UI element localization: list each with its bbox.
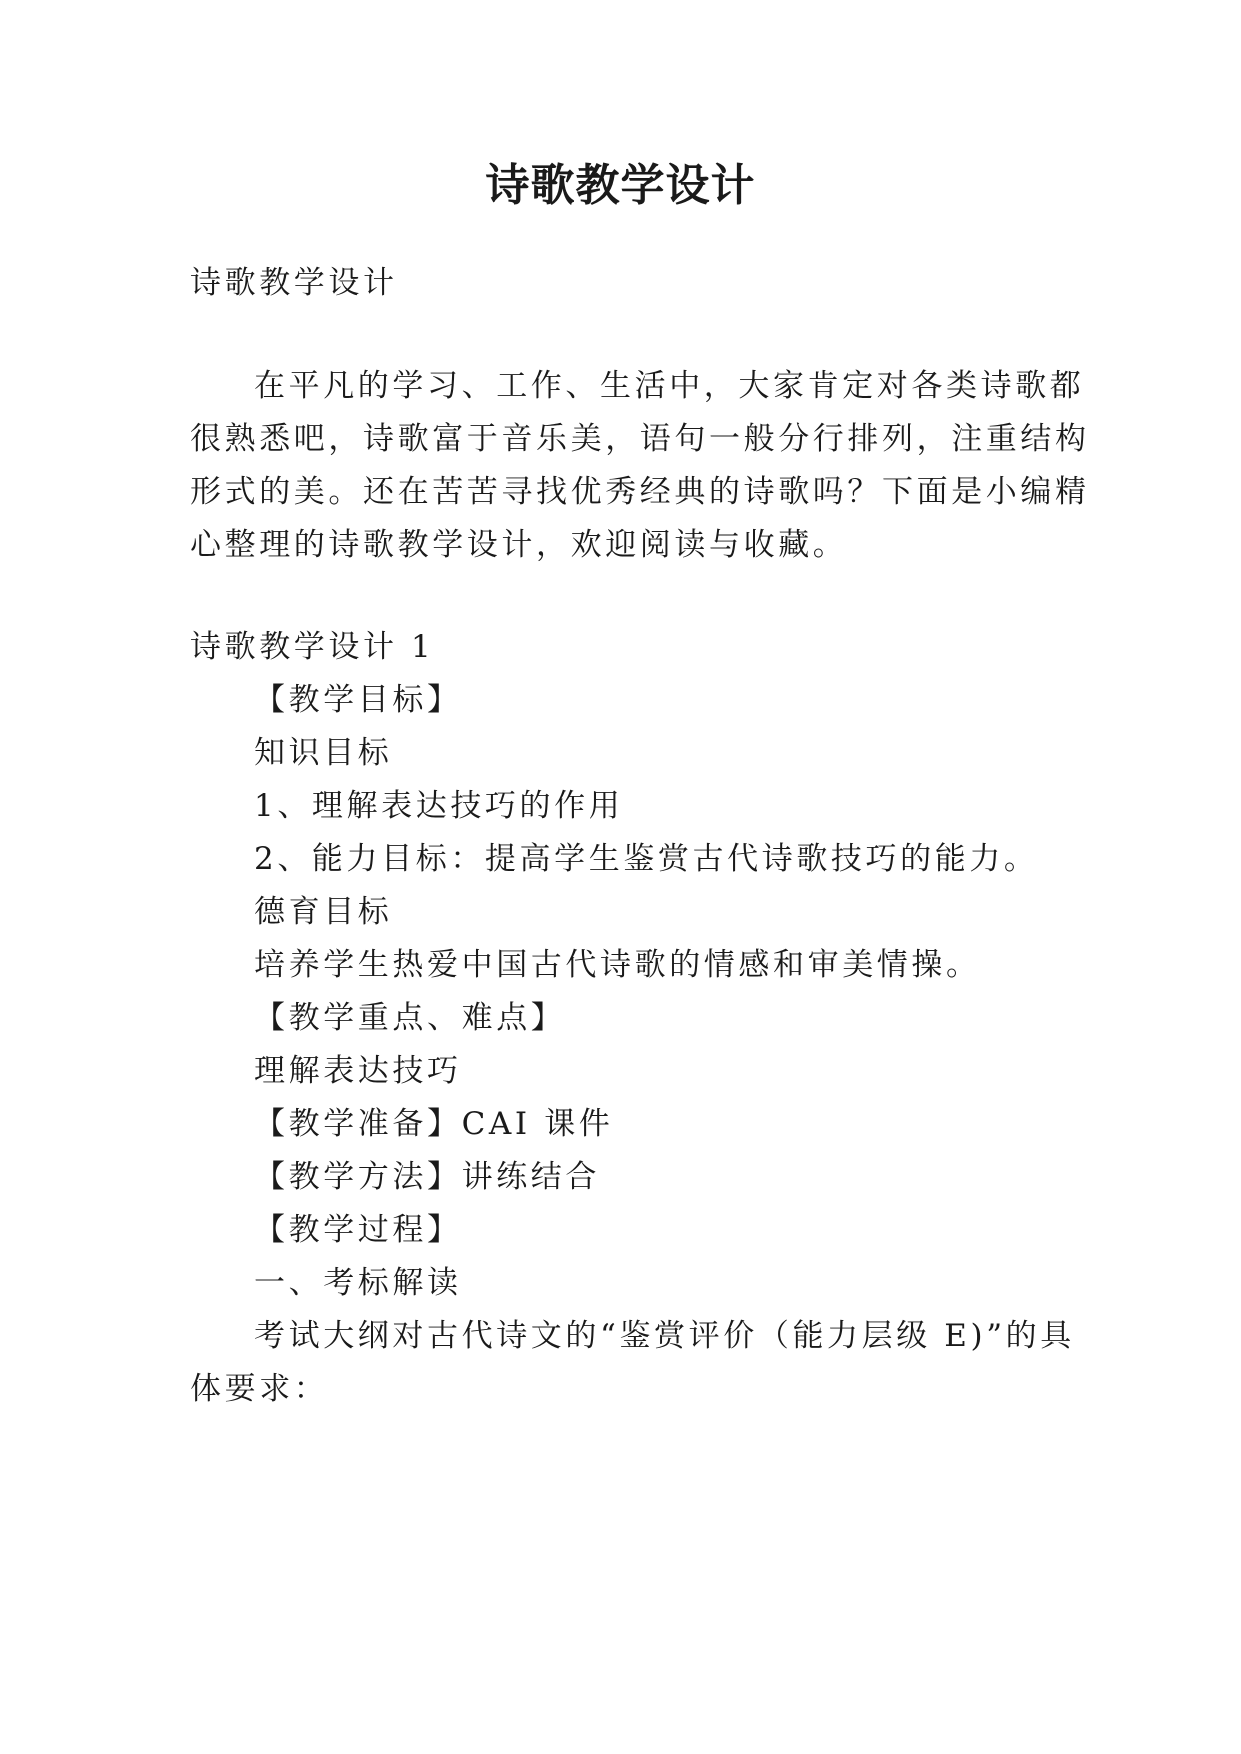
intro-line-1: 在平凡的学习、工作、生活中，大家肯定对各类诗歌都 — [254, 368, 1085, 404]
final-para-line-1: 考试大纲对古代诗文的“鉴赏评价（能力层级 E)”的具 — [254, 1318, 1075, 1354]
list-item: 【教学过程】 — [254, 1212, 462, 1248]
list-item: 一、考标解读 — [254, 1265, 462, 1301]
subtitle: 诗歌教学设计 — [190, 265, 398, 301]
list-item: 【教学目标】 — [254, 682, 462, 718]
intro-line-4: 心整理的诗歌教学设计，欢迎阅读与收藏。 — [190, 527, 848, 563]
intro-line-3: 形式的美。还在苦苦寻找优秀经典的诗歌吗？下面是小编精 — [190, 474, 1090, 510]
list-item: 【教学重点、难点】 — [254, 1000, 566, 1036]
list-item: 1、理解表达技巧的作用 — [254, 788, 624, 824]
final-para-line-2: 体要求： — [190, 1371, 329, 1407]
section-heading: 诗歌教学设计 1 — [190, 629, 435, 665]
intro-line-2: 很熟悉吧，诗歌富于音乐美，语句一般分行排列，注重结构 — [190, 421, 1090, 457]
list-item: 【教学方法】讲练结合 — [254, 1159, 600, 1195]
list-item: 【教学准备】CAI 课件 — [254, 1106, 614, 1142]
list-item: 德育目标 — [254, 894, 393, 930]
list-item: 理解表达技巧 — [254, 1053, 462, 1089]
list-item: 培养学生热爱中国古代诗歌的情感和审美情操。 — [254, 947, 981, 983]
document-title: 诗歌教学设计 — [485, 160, 756, 211]
list-item: 知识目标 — [254, 735, 393, 771]
list-item: 2、能力目标：提高学生鉴赏古代诗歌技巧的能力。 — [254, 841, 1039, 877]
